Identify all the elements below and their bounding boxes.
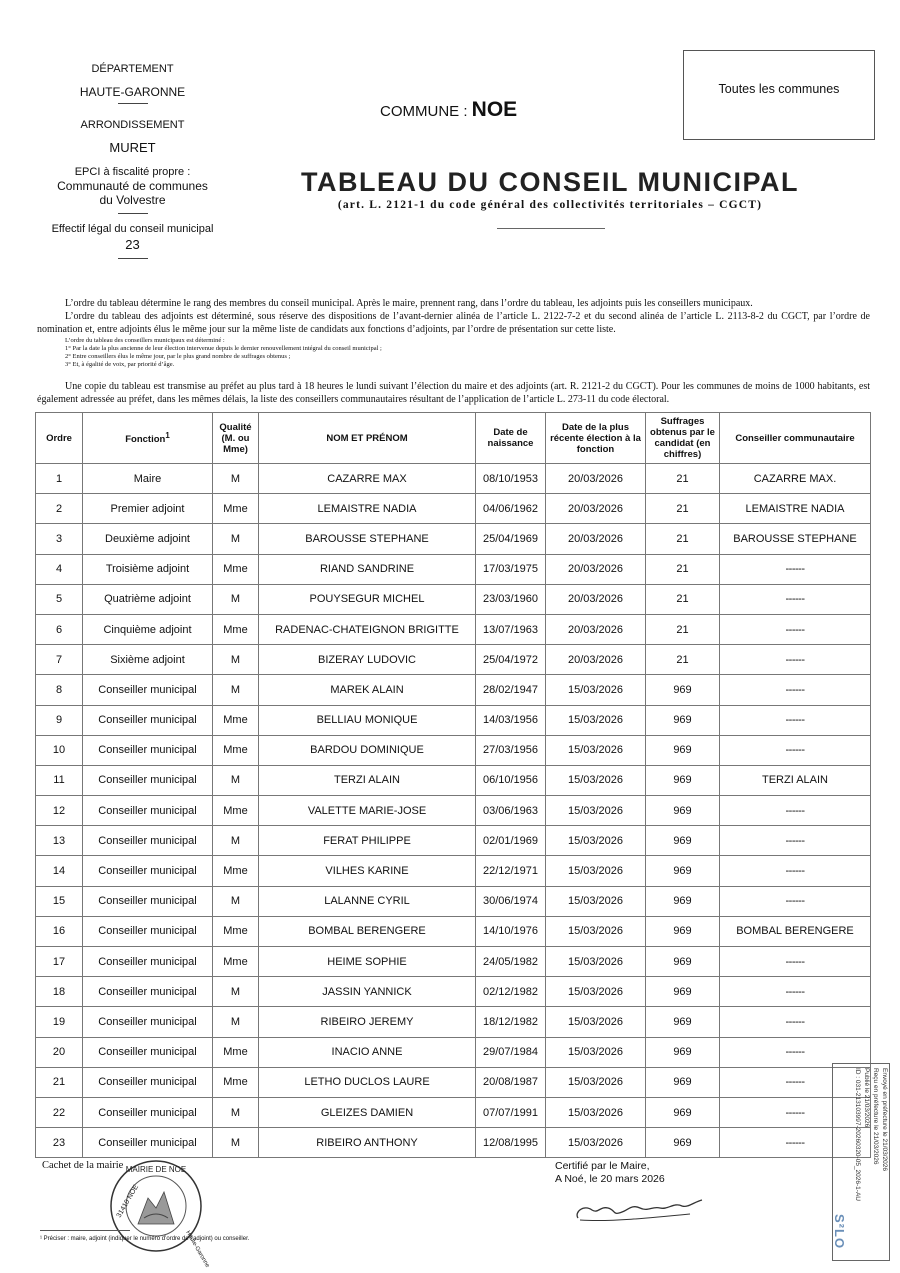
cell-naissance: 12/08/1995 (476, 1128, 546, 1158)
cell-ordre: 6 (36, 614, 83, 644)
cell-fonction: Conseiller municipal (83, 1128, 213, 1158)
cell-election: 20/03/2026 (546, 554, 646, 584)
cell-nom: MAREK ALAIN (259, 675, 476, 705)
cell-election: 15/03/2026 (546, 765, 646, 795)
cell-suffrages: 21 (646, 584, 720, 614)
cell-nom: RIBEIRO ANTHONY (259, 1128, 476, 1158)
cell-ordre: 9 (36, 705, 83, 735)
cell-naissance: 27/03/1956 (476, 735, 546, 765)
intro-small-4: 3° Et, à égalité de voix, par priorité d’âge. (65, 361, 175, 368)
cell-nom: LALANNE CYRIL (259, 886, 476, 916)
cell-ordre: 23 (36, 1128, 83, 1158)
certification (555, 1160, 665, 1186)
cell-communautaire: BOMBAL BERENGERE (720, 916, 871, 946)
cell-suffrages: 21 (646, 554, 720, 584)
intro-small-3: 2° Entre conseillers élus le même jour, par le plus grand nombre de suffrages obtenus ; (65, 353, 291, 360)
col-election: Date de la plus récente élection à la fonction (546, 413, 646, 464)
cell-fonction: Maire (83, 464, 213, 494)
cell-ordre: 18 (36, 977, 83, 1007)
cell-communautaire: ------ (720, 826, 871, 856)
cell-naissance: 24/05/1982 (476, 947, 546, 977)
cell-ordre: 16 (36, 916, 83, 946)
commune-heading (380, 98, 517, 122)
cell-communautaire: CAZARRE MAX. (720, 464, 871, 494)
table-row (36, 1097, 871, 1127)
cell-election: 20/03/2026 (546, 494, 646, 524)
cell-qualite: M (213, 977, 259, 1007)
table-row (36, 735, 871, 765)
table-header-row (36, 413, 871, 464)
col-suffrages: Suffrages obtenus par le candidat (en chiffres) (646, 413, 720, 464)
col-fonction-label: Fonction (125, 434, 166, 446)
cell-nom: BARDOU DOMINIQUE (259, 735, 476, 765)
cell-nom: VALETTE MARIE-JOSE (259, 796, 476, 826)
cell-suffrages: 969 (646, 796, 720, 826)
cell-fonction: Conseiller municipal (83, 1007, 213, 1037)
cell-fonction: Conseiller municipal (83, 916, 213, 946)
cell-naissance: 02/01/1969 (476, 826, 546, 856)
cell-communautaire: ------ (720, 977, 871, 1007)
cell-suffrages: 969 (646, 826, 720, 856)
cell-election: 15/03/2026 (546, 977, 646, 1007)
cell-qualite: M (213, 1007, 259, 1037)
page-title: TABLEAU DU CONSEIL MUNICIPAL (301, 167, 799, 197)
cell-suffrages: 21 (646, 464, 720, 494)
cell-fonction: Troisième adjoint (83, 554, 213, 584)
cell-fonction: Cinquième adjoint (83, 614, 213, 644)
cell-naissance: 14/03/1956 (476, 705, 546, 735)
epci-line1: Communauté de communes (57, 179, 208, 193)
intro-small-2: 1° Par la date la plus ancienne de leur élection intervenue depuis le dernier renouvellement intégral du conseil municipal ; (65, 345, 382, 352)
table-row (36, 705, 871, 735)
cell-qualite: Mme (213, 735, 259, 765)
cell-ordre: 4 (36, 554, 83, 584)
cell-qualite: M (213, 886, 259, 916)
cell-naissance: 28/02/1947 (476, 675, 546, 705)
cell-nom: HEIME SOPHIE (259, 947, 476, 977)
cell-fonction: Conseiller municipal (83, 1067, 213, 1097)
arrondissement-name: MURET (109, 140, 156, 155)
cell-nom: JASSIN YANNICK (259, 977, 476, 1007)
cell-election: 20/03/2026 (546, 584, 646, 614)
cell-qualite: Mme (213, 856, 259, 886)
table-row (36, 886, 871, 916)
table-row (36, 524, 871, 554)
epci-label: EPCI à fiscalité propre : (74, 166, 191, 178)
cell-communautaire: ------ (720, 1067, 871, 1097)
cell-nom: FERAT PHILIPPE (259, 826, 476, 856)
header-left (40, 62, 225, 263)
stamp-line2: Reçu en préfecture le 21/03/2026 (872, 1068, 879, 1165)
cell-election: 20/03/2026 (546, 464, 646, 494)
cell-election: 15/03/2026 (546, 856, 646, 886)
cell-communautaire: ------ (720, 1037, 871, 1067)
stamp-line1: Envoyé en préfecture le 21/03/2026 (881, 1068, 888, 1171)
cell-fonction: Quatrième adjoint (83, 584, 213, 614)
cell-qualite: M (213, 645, 259, 675)
cell-election: 15/03/2026 (546, 886, 646, 916)
cell-qualite: Mme (213, 614, 259, 644)
cell-election: 15/03/2026 (546, 947, 646, 977)
cell-communautaire: ------ (720, 796, 871, 826)
cell-fonction: Conseiller municipal (83, 977, 213, 1007)
cell-election: 15/03/2026 (546, 1067, 646, 1097)
table-row (36, 464, 871, 494)
cell-election: 15/03/2026 (546, 1128, 646, 1158)
cell-naissance: 29/07/1984 (476, 1037, 546, 1067)
cell-ordre: 12 (36, 796, 83, 826)
divider (118, 258, 148, 259)
svg-text:31410 NOE: 31410 NOE (115, 1183, 141, 1219)
commune-name: NOE (471, 98, 518, 121)
cell-communautaire: BAROUSSE STEPHANE (720, 524, 871, 554)
cell-suffrages: 969 (646, 675, 720, 705)
cell-ordre: 21 (36, 1067, 83, 1097)
cell-fonction: Conseiller municipal (83, 886, 213, 916)
cell-qualite: M (213, 1128, 259, 1158)
departement-label: DÉPARTEMENT (91, 63, 174, 75)
cell-naissance: 03/06/1963 (476, 796, 546, 826)
cell-suffrages: 969 (646, 886, 720, 916)
page-subtitle: (art. L. 2121-1 du code général des collectivités territoriales – CGCT) (337, 199, 763, 211)
cell-qualite: Mme (213, 494, 259, 524)
maire-signature (570, 1192, 710, 1226)
cell-nom: LETHO DUCLOS LAURE (259, 1067, 476, 1097)
svg-text:Haute-Garonne: Haute-Garonne (184, 1230, 211, 1269)
title-divider (497, 228, 605, 229)
cell-qualite: Mme (213, 1067, 259, 1097)
cell-communautaire: ------ (720, 947, 871, 977)
cell-ordre: 5 (36, 584, 83, 614)
cell-suffrages: 21 (646, 494, 720, 524)
cell-nom: INACIO ANNE (259, 1037, 476, 1067)
cell-naissance: 13/07/1963 (476, 614, 546, 644)
cell-communautaire: ------ (720, 735, 871, 765)
cell-naissance: 17/03/1975 (476, 554, 546, 584)
effectif-value: 23 (125, 237, 140, 252)
table-row (36, 1007, 871, 1037)
cell-suffrages: 969 (646, 735, 720, 765)
cell-qualite: M (213, 524, 259, 554)
cell-nom: BOMBAL BERENGERE (259, 916, 476, 946)
cell-ordre: 2 (36, 494, 83, 524)
cell-ordre: 1 (36, 464, 83, 494)
cell-suffrages: 969 (646, 856, 720, 886)
intro-small-1: L’ordre du tableau des conseillers municipaux est déterminé : (65, 337, 225, 344)
cell-fonction: Conseiller municipal (83, 947, 213, 977)
cell-suffrages: 969 (646, 1097, 720, 1127)
footnote: ¹ Préciser : maire, adjoint (indiquer le numéro d’ordre de l’adjoint) ou conseiller. (40, 1236, 250, 1242)
prefecture-stamp (832, 1063, 890, 1261)
cell-ordre: 7 (36, 645, 83, 675)
table-row (36, 977, 871, 1007)
col-fonction-footnote-mark: 1 (165, 431, 170, 441)
table-row (36, 1128, 871, 1158)
svg-text:MAIRIE DE NOE: MAIRIE DE NOE (125, 1165, 187, 1174)
stamp-line4: ID : 031-213103997-20260320-05_2026-1-AU (854, 1068, 861, 1201)
cell-election: 15/03/2026 (546, 1097, 646, 1127)
stamp-line3: Publié le 21/03/2026 (863, 1068, 870, 1128)
cell-fonction: Conseiller municipal (83, 1097, 213, 1127)
table-row (36, 1067, 871, 1097)
cell-fonction: Deuxième adjoint (83, 524, 213, 554)
table-row (36, 645, 871, 675)
divider (118, 103, 148, 104)
col-nom: NOM ET PRÉNOM (259, 413, 476, 464)
effectif-label: Effectif légal du conseil municipal (51, 223, 214, 235)
cell-naissance: 25/04/1969 (476, 524, 546, 554)
cell-communautaire: ------ (720, 584, 871, 614)
cell-communautaire: ------ (720, 1128, 871, 1158)
cell-qualite: Mme (213, 947, 259, 977)
cell-suffrages: 969 (646, 1067, 720, 1097)
toutes-communes-box (683, 50, 875, 140)
cell-naissance: 30/06/1974 (476, 886, 546, 916)
cell-suffrages: 21 (646, 614, 720, 644)
cell-qualite: Mme (213, 796, 259, 826)
cell-communautaire: ------ (720, 645, 871, 675)
cell-naissance: 02/12/1982 (476, 977, 546, 1007)
cell-naissance: 08/10/1953 (476, 464, 546, 494)
table-row (36, 584, 871, 614)
cell-communautaire: ------ (720, 675, 871, 705)
cell-fonction: Conseiller municipal (83, 796, 213, 826)
cell-nom: VILHES KARINE (259, 856, 476, 886)
cell-fonction: Conseiller municipal (83, 735, 213, 765)
cell-election: 20/03/2026 (546, 645, 646, 675)
cell-fonction: Conseiller municipal (83, 1037, 213, 1067)
cell-naissance: 14/10/1976 (476, 916, 546, 946)
cell-nom: RADENAC-CHATEIGNON BRIGITTE (259, 614, 476, 644)
table-row (36, 675, 871, 705)
cell-suffrages: 969 (646, 977, 720, 1007)
table-row (36, 796, 871, 826)
epci-line2: du Volvestre (99, 193, 166, 207)
cell-suffrages: 21 (646, 645, 720, 675)
cell-qualite: M (213, 464, 259, 494)
cell-election: 15/03/2026 (546, 675, 646, 705)
cell-qualite: M (213, 765, 259, 795)
cell-election: 15/03/2026 (546, 1007, 646, 1037)
cell-qualite: Mme (213, 916, 259, 946)
cell-fonction: Conseiller municipal (83, 675, 213, 705)
cell-election: 15/03/2026 (546, 916, 646, 946)
cell-suffrages: 969 (646, 947, 720, 977)
cell-qualite: Mme (213, 554, 259, 584)
cell-suffrages: 969 (646, 916, 720, 946)
table-row (36, 947, 871, 977)
cell-communautaire: LEMAISTRE NADIA (720, 494, 871, 524)
departement-name: HAUTE-GARONNE (79, 85, 186, 99)
cell-ordre: 14 (36, 856, 83, 886)
col-communautaire: Conseiller communautaire (720, 413, 871, 464)
cell-fonction: Conseiller municipal (83, 856, 213, 886)
col-naissance: Date de naissance (476, 413, 546, 464)
cell-communautaire: ------ (720, 1097, 871, 1127)
cachet-label: Cachet de la mairie (42, 1160, 124, 1171)
cell-ordre: 13 (36, 826, 83, 856)
cell-ordre: 10 (36, 735, 83, 765)
cell-communautaire: ------ (720, 554, 871, 584)
intro-paragraph-3: Une copie du tableau est transmise au préfet au plus tard à 18 heures le lundi suivant l’élection du maire et des adjoints (art. R. 2121-2 du CGCT). Pour les communes de moins de 1000 habitants, est également adressée au préfet, dans les mêmes délais, la liste des conseillers communautaires résultant de l’application de l’article L. 273-11 du code électoral. (37, 381, 870, 405)
cell-fonction: Premier adjoint (83, 494, 213, 524)
cell-communautaire: ------ (720, 886, 871, 916)
cell-nom: BIZERAY LUDOVIC (259, 645, 476, 675)
cell-election: 15/03/2026 (546, 705, 646, 735)
cell-naissance: 22/12/1971 (476, 856, 546, 886)
cert-line1: Certifié par le Maire, (555, 1160, 650, 1172)
cell-election: 15/03/2026 (546, 1037, 646, 1067)
cell-ordre: 20 (36, 1037, 83, 1067)
cell-election: 20/03/2026 (546, 614, 646, 644)
cell-fonction: Conseiller municipal (83, 705, 213, 735)
cell-communautaire: TERZI ALAIN (720, 765, 871, 795)
cell-naissance: 18/12/1982 (476, 1007, 546, 1037)
council-table (35, 412, 871, 1158)
cell-naissance: 23/03/1960 (476, 584, 546, 614)
cell-ordre: 8 (36, 675, 83, 705)
cell-nom: BELLIAU MONIQUE (259, 705, 476, 735)
cell-communautaire: ------ (720, 856, 871, 886)
table-row (36, 856, 871, 886)
cell-fonction: Sixième adjoint (83, 645, 213, 675)
cell-nom: RIAND SANDRINE (259, 554, 476, 584)
table-row (36, 765, 871, 795)
cell-fonction: Conseiller municipal (83, 765, 213, 795)
col-qualite: Qualité (M. ou Mme) (213, 413, 259, 464)
col-ordre: Ordre (36, 413, 83, 464)
cell-ordre: 11 (36, 765, 83, 795)
cell-nom: TERZI ALAIN (259, 765, 476, 795)
divider (118, 213, 148, 214)
cell-qualite: Mme (213, 1037, 259, 1067)
cell-election: 20/03/2026 (546, 524, 646, 554)
cell-election: 15/03/2026 (546, 735, 646, 765)
cell-ordre: 19 (36, 1007, 83, 1037)
cell-nom: RIBEIRO JEREMY (259, 1007, 476, 1037)
cell-ordre: 3 (36, 524, 83, 554)
col-fonction (83, 413, 213, 464)
cell-nom: GLEIZES DAMIEN (259, 1097, 476, 1127)
intro-paragraph-2: L’ordre du tableau des adjoints est déterminé, sous réserve des dispositions de l’avant-dernier alinéa de l’article L. 2122-7-2 et du second alinéa de l’article L. 2113-8-2 du CGCT, par l’ordre de nomination et, entre adjoints élus le même jour sur la même liste de candidats aux fonctions d’adjoints, par l’ordre de présentation sur cette liste. (37, 311, 870, 335)
cell-qualite: Mme (213, 705, 259, 735)
cell-naissance: 04/06/1962 (476, 494, 546, 524)
cell-suffrages: 969 (646, 1128, 720, 1158)
cell-fonction: Conseiller municipal (83, 826, 213, 856)
cell-communautaire: ------ (720, 1007, 871, 1037)
cell-qualite: M (213, 675, 259, 705)
cell-ordre: 17 (36, 947, 83, 977)
cell-suffrages: 969 (646, 1037, 720, 1067)
arrondissement-label: ARRONDISSEMENT (80, 119, 185, 131)
cell-nom: POUYSEGUR MICHEL (259, 584, 476, 614)
cell-suffrages: 21 (646, 524, 720, 554)
cell-suffrages: 969 (646, 705, 720, 735)
cell-nom: BAROUSSE STEPHANE (259, 524, 476, 554)
commune-label: COMMUNE : (380, 103, 468, 120)
cell-suffrages: 969 (646, 765, 720, 795)
table-row (36, 826, 871, 856)
cell-naissance: 06/10/1956 (476, 765, 546, 795)
cell-naissance: 20/08/1987 (476, 1067, 546, 1097)
footnote-divider (40, 1230, 130, 1231)
cell-election: 15/03/2026 (546, 826, 646, 856)
cell-communautaire: ------ (720, 614, 871, 644)
cell-naissance: 07/07/1991 (476, 1097, 546, 1127)
cell-election: 15/03/2026 (546, 796, 646, 826)
cell-ordre: 15 (36, 886, 83, 916)
cell-communautaire: ------ (720, 705, 871, 735)
stamp-mark: S²LO (832, 1214, 847, 1250)
cell-suffrages: 969 (646, 1007, 720, 1037)
cell-qualite: M (213, 1097, 259, 1127)
table-row (36, 554, 871, 584)
table-row (36, 494, 871, 524)
table-row (36, 916, 871, 946)
intro-paragraph-1: L’ordre du tableau détermine le rang des membres du conseil municipal. Après le maire, prennent rang, dans l’ordre du tableau, les adjoints puis les conseillers municipaux. (65, 298, 753, 309)
cell-nom: LEMAISTRE NADIA (259, 494, 476, 524)
cert-line2: A Noé, le 20 mars 2026 (555, 1173, 665, 1185)
cell-nom: CAZARRE MAX (259, 464, 476, 494)
cell-naissance: 25/04/1972 (476, 645, 546, 675)
toutes-communes-label: Toutes les communes (718, 82, 840, 96)
table-row (36, 614, 871, 644)
table-row (36, 1037, 871, 1067)
cell-qualite: M (213, 826, 259, 856)
cell-ordre: 22 (36, 1097, 83, 1127)
cell-qualite: M (213, 584, 259, 614)
